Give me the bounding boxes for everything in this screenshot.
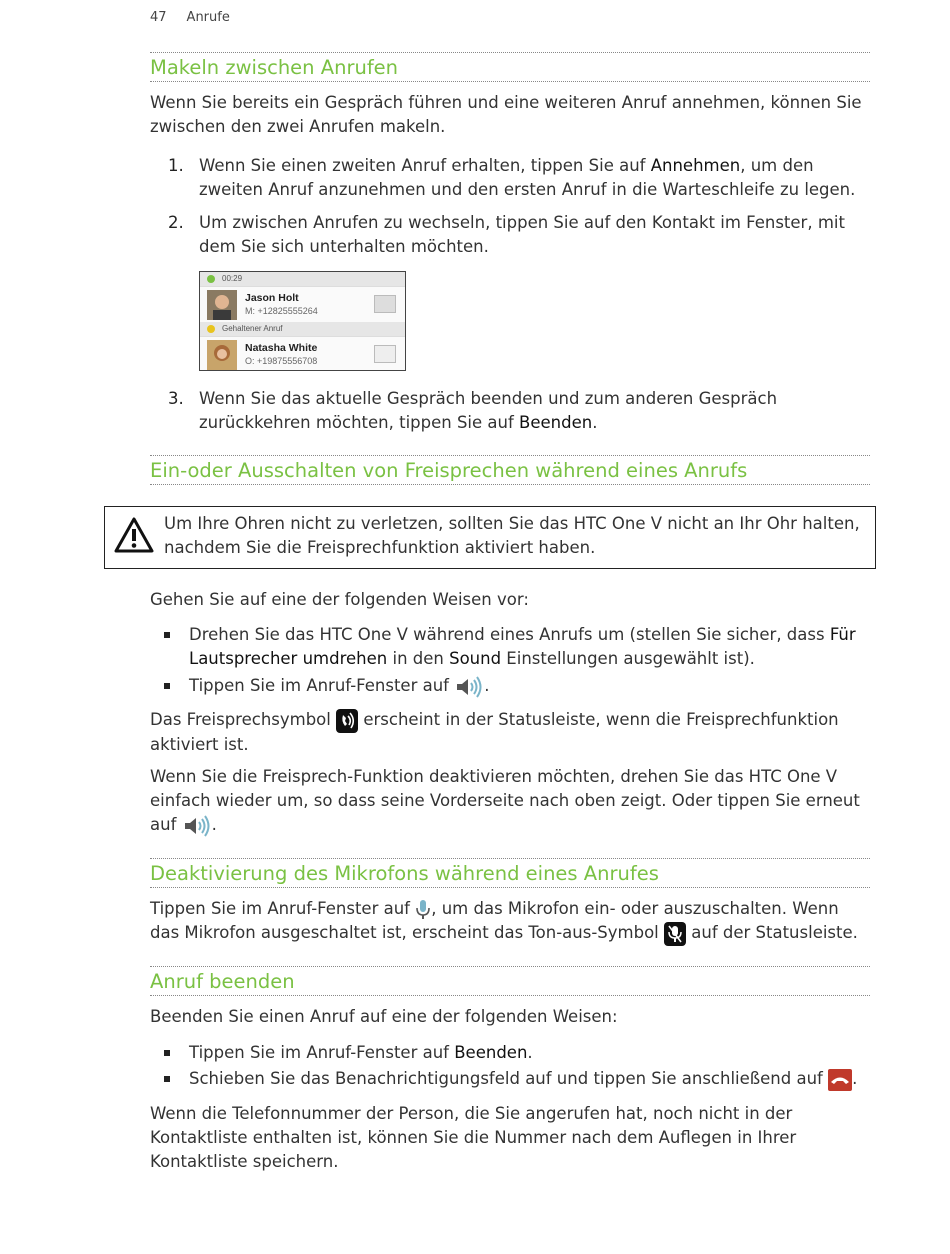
para-text: , um das Mikrofon ein- oder auszuschalten. Wenn das Mikrofon ausgeschaltet ist, erscheint das Ton-aus-Symbol <box>150 899 839 942</box>
active-dot-icon <box>207 275 215 283</box>
bullet-item <box>164 1041 870 1065</box>
contact-number: O: +19875556708 <box>245 356 318 366</box>
keyword-annehmen: Annehmen <box>650 156 741 175</box>
speakerphone-status-icon <box>336 709 358 733</box>
bullet-marker <box>164 683 170 689</box>
makeln-intro: Wenn Sie bereits ein Gespräch führen und eine weiteren Anruf annehmen, können Sie zwischen den zwei Anrufen makeln. <box>150 93 862 136</box>
keyword-beenden: Beenden <box>454 1043 528 1062</box>
section-title-freisprechen: Ein-oder Ausschalten von Freisprechen während eines Anrufs <box>150 455 870 485</box>
keyword-fuer-lautsprecher: Für Lautsprecher umdrehen <box>189 625 856 668</box>
bullet-marker <box>164 632 170 638</box>
contact-name: Natasha White <box>245 342 318 354</box>
step-number: 3. <box>168 389 184 408</box>
keyword-sound: Sound <box>449 649 502 668</box>
step-2 <box>168 211 868 259</box>
mikrofon-text <box>150 897 870 946</box>
bullet-text: in den <box>387 649 450 668</box>
bullet-marker <box>164 1076 170 1082</box>
section-title-makeln: Makeln zwischen Anrufen <box>150 52 870 82</box>
microphone-icon <box>415 899 431 921</box>
chapter-title: Anrufe <box>186 10 230 25</box>
bullet-text: . <box>527 1043 533 1062</box>
step-text: , um den zweiten Anruf anzunehmen und den ersten Anruf in die Warteschleife zu legen. <box>199 156 856 199</box>
bullet-text: . <box>484 676 490 695</box>
beenden-closing: Wenn die Telefonnummer der Person, die Sie angerufen hat, noch nicht in der Kontaktliste enthalten ist, können Sie die Nummer nach dem Auflegen in Ihrer Kontaktliste speichern. <box>150 1104 797 1171</box>
step-text: Wenn Sie einen zweiten Anruf erhalten, tippen Sie auf <box>199 156 651 175</box>
end-call-icon <box>828 1069 852 1091</box>
held-call-bar <box>200 322 405 336</box>
step-number: 2. <box>168 213 184 232</box>
bullet-marker <box>164 1050 170 1056</box>
held-dot-icon <box>207 325 215 333</box>
held-call-label: Gehaltener Anruf <box>222 324 283 333</box>
para-text: Tippen Sie im Anruf-Fenster auf <box>150 899 416 918</box>
call-window-screenshot <box>199 271 406 371</box>
contact-number: M: +12825555264 <box>245 306 318 316</box>
warning-box <box>104 506 876 569</box>
para-text: Das Freisprechsymbol <box>150 710 337 729</box>
warning-icon <box>113 516 155 554</box>
bullet-item <box>164 1067 870 1091</box>
contact-name: Jason Holt <box>245 292 299 304</box>
para-text: Wenn Sie die Freisprech-Funktion deaktivieren möchten, drehen Sie das HTC One V einfach wieder um, so dass seine Vorderseite nach oben zeigt. Oder tippen Sie erneut auf <box>150 767 860 834</box>
beenden-lead: Beenden Sie einen Anruf auf eine der folgenden Weisen: <box>150 1007 618 1026</box>
freisprechen-lead: Gehen Sie auf eine der folgenden Weisen vor: <box>150 590 529 609</box>
section-title-beenden: Anruf beenden <box>150 966 870 996</box>
bullet-text: Tippen Sie im Anruf-Fenster auf <box>189 676 455 695</box>
mute-status-icon <box>664 922 686 946</box>
para-text: . <box>211 815 217 834</box>
warning-text: Um Ihre Ohren nicht zu verletzen, sollten Sie das HTC One V nicht an Ihr Ohr halten, nachdem Sie die Freisprechfunktion aktiviert haben. <box>164 514 860 557</box>
freisprechen-para-2 <box>150 765 870 837</box>
bullet-text: . <box>852 1069 858 1088</box>
step-3 <box>168 387 868 435</box>
avatar <box>207 290 237 320</box>
step-1 <box>168 154 868 202</box>
step-text: Wenn Sie das aktuelle Gespräch beenden und zum anderen Gespräch zurückkehren möchten, tippen Sie auf <box>199 389 778 432</box>
active-call-bar <box>200 272 405 286</box>
step-text: Um zwischen Anrufen zu wechseln, tippen Sie auf den Kontakt im Fenster, mit dem Sie sich unterhalten möchten. <box>199 213 845 256</box>
contact-card-icon[interactable] <box>374 345 396 363</box>
bullet-item <box>164 674 870 698</box>
step-text: . <box>592 413 598 432</box>
speaker-icon <box>454 676 484 698</box>
active-call-time: 00:29 <box>222 274 243 283</box>
page-header <box>150 10 230 25</box>
para-text: erscheint in der Statusleiste, wenn die Freisprechfunktion aktiviert ist. <box>150 710 839 754</box>
bullet-text: Einstellungen ausgewählt ist). <box>501 649 755 668</box>
section-title-mikrofon: Deaktivierung des Mikrofons während eines Anrufes <box>150 858 870 888</box>
page-number: 47 <box>150 10 167 25</box>
bullet-item <box>164 623 870 671</box>
keyword-beenden: Beenden <box>519 413 593 432</box>
contact-row-jason[interactable] <box>200 286 405 322</box>
bullet-text: Schieben Sie das Benachrichtigungsfeld auf und tippen Sie anschließend auf <box>189 1069 829 1088</box>
speaker-icon <box>182 815 212 837</box>
freisprechen-para-1 <box>150 708 870 757</box>
bullet-text: Tippen Sie im Anruf-Fenster auf <box>189 1043 455 1062</box>
avatar <box>207 340 237 370</box>
bullet-text: Drehen Sie das HTC One V während eines Anrufs um (stellen Sie sicher, dass <box>189 625 830 644</box>
step-number: 1. <box>168 156 184 175</box>
contact-row-natasha[interactable] <box>200 336 405 371</box>
para-text: auf der Statusleiste. <box>686 923 858 942</box>
contact-card-icon[interactable] <box>374 295 396 313</box>
